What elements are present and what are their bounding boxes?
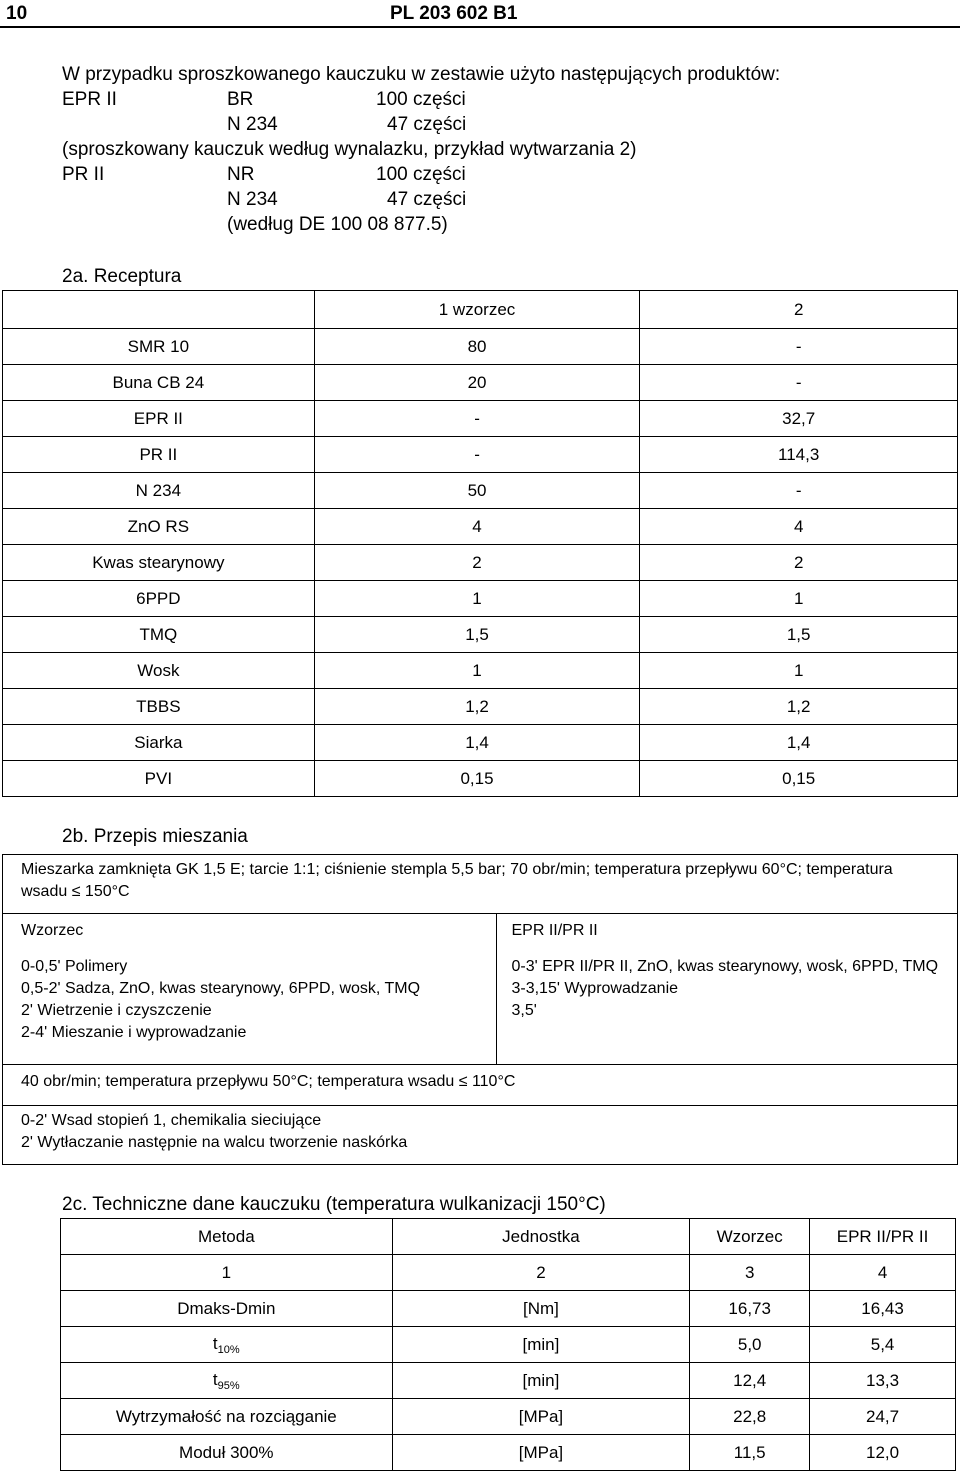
tech-method-cell: [61, 1327, 393, 1363]
recipe-cell: PR II: [3, 437, 315, 473]
recipe-cell: 32,7: [640, 401, 958, 437]
section-a-title: 2a. Receptura: [62, 266, 182, 287]
tech-header-cell: Wzorzec: [690, 1219, 810, 1255]
recipe-cell: EPR II: [3, 401, 315, 437]
intro-cell: 47 części: [387, 114, 467, 135]
tech-method-subscript: 10%: [217, 1343, 240, 1356]
recipe-cell: 1: [314, 653, 640, 689]
recipe-cell: -: [640, 329, 958, 365]
recipe-cell: 1,4: [640, 725, 958, 761]
recipe-cell: -: [314, 437, 640, 473]
mixing-step: 3-3,15' Wyprowadzanie: [511, 980, 679, 997]
recipe-cell: 1: [314, 581, 640, 617]
recipe-header-cell: [3, 291, 315, 329]
recipe-cell: 1: [640, 653, 958, 689]
tech-row: [61, 1435, 956, 1471]
recipe-row: [3, 581, 958, 617]
recipe-row: [3, 401, 958, 437]
recipe-cell: -: [640, 365, 958, 401]
tech-value-cell: 12,4: [690, 1363, 810, 1399]
tech-value-cell: 12,0: [810, 1435, 956, 1471]
recipe-cell: PVI: [3, 761, 315, 797]
mixing-step: 0-2' Wsad stopień 1, chemikalia sieciujące: [21, 1112, 322, 1129]
recipe-cell: -: [314, 401, 640, 437]
intro-cell: 100 części: [376, 89, 466, 110]
tech-value-cell: [min]: [392, 1363, 690, 1399]
recipe-cell: Buna CB 24: [3, 365, 315, 401]
mixing-conditions-1: Mieszarka zamknięta GK 1,5 E; tarcie 1:1; ciśnienie stempla 5,5 bar; 70 obr/min; temperatura przepływu 60°C; temperatura wsadu ≤ 150°C: [3, 855, 958, 914]
recipe-cell: TBBS: [3, 689, 315, 725]
tech-method-cell: [61, 1363, 393, 1399]
recipe-cell: Kwas stearynowy: [3, 545, 315, 581]
intro-cell: 100 części: [376, 164, 466, 185]
recipe-row: [3, 653, 958, 689]
recipe-cell: 0,15: [314, 761, 640, 797]
recipe-cell: 2: [640, 545, 958, 581]
tech-value-cell: 5,0: [690, 1327, 810, 1363]
recipe-cell: 1,2: [314, 689, 640, 725]
section-b-title: 2b. Przepis mieszania: [62, 826, 248, 847]
recipe-cell: 114,3: [640, 437, 958, 473]
recipe-cell: 1,2: [640, 689, 958, 725]
tech-value-cell: 16,43: [810, 1291, 956, 1327]
recipe-header-row: [3, 291, 958, 329]
tech-value-cell: 11,5: [690, 1435, 810, 1471]
tech-method-name: Wytrzymałość na rozciąganie: [115, 1406, 337, 1426]
epr-pr-heading: EPR II/PR II: [497, 914, 958, 943]
mixing-step: 0-3' EPR II/PR II, ZnO, kwas stearynowy, wosk, 6PPD, TMQ: [511, 958, 939, 975]
tech-number-cell: 2: [392, 1255, 690, 1291]
wzorzec-steps: [3, 942, 497, 1065]
intro-cell: (sproszkowany kauczuk według wynalazku, przykład wytwarzania 2): [62, 139, 637, 160]
recipe-cell: ZnO RS: [3, 509, 315, 545]
tech-method-name: t: [212, 1369, 218, 1389]
tech-value-cell: 5,4: [810, 1327, 956, 1363]
tech-method-name: Dmaks-Dmin: [177, 1298, 276, 1318]
patent-id: PL 203 602 B1: [390, 3, 518, 24]
mixing-step: 0-0,5' Polimery: [21, 958, 128, 975]
tech-value-cell: 13,3: [810, 1363, 956, 1399]
tech-number-cell: 4: [810, 1255, 956, 1291]
recipe-cell: SMR 10: [3, 329, 315, 365]
recipe-cell: 50: [314, 473, 640, 509]
mixing-step: 0,5-2' Sadza, ZnO, kwas stearynowy, 6PPD, wosk, TMQ: [21, 980, 421, 997]
tech-number-row: [61, 1255, 956, 1291]
recipe-cell: Siarka: [3, 725, 315, 761]
tech-value-cell: [Nm]: [392, 1291, 690, 1327]
page-number: 10: [6, 3, 28, 24]
mixing-table: [2, 854, 958, 1165]
recipe-cell: 20: [314, 365, 640, 401]
recipe-cell: N 234: [3, 473, 315, 509]
wzorzec-heading: Wzorzec: [3, 914, 497, 943]
page-header: [0, 0, 960, 28]
tech-method-name: t: [212, 1333, 218, 1353]
recipe-row: [3, 617, 958, 653]
recipe-cell: 1: [640, 581, 958, 617]
recipe-row: [3, 761, 958, 797]
technical-data-table: [60, 1218, 956, 1471]
recipe-row: [3, 365, 958, 401]
mixing-step: 2' Wytłaczanie następnie na walcu tworzenie naskórka: [21, 1134, 408, 1151]
recipe-cell: 2: [314, 545, 640, 581]
recipe-cell: 4: [640, 509, 958, 545]
recipe-row: [3, 473, 958, 509]
recipe-row: [3, 329, 958, 365]
recipe-cell: 0,15: [640, 761, 958, 797]
intro-cell: (według DE 100 08 877.5): [227, 214, 448, 235]
tech-value-cell: [MPa]: [392, 1435, 690, 1471]
recipe-cell: 1,4: [314, 725, 640, 761]
recipe-cell: Wosk: [3, 653, 315, 689]
section-c-title: 2c. Techniczne dane kauczuku (temperatura wulkanizacji 150°C): [62, 1194, 606, 1215]
recipe-cell: 6PPD: [3, 581, 315, 617]
recipe-row: [3, 437, 958, 473]
recipe-row: [3, 509, 958, 545]
mixing-conditions-2: 40 obr/min; temperatura przepływu 50°C; temperatura wsadu ≤ 110°C: [3, 1065, 958, 1106]
tech-value-cell: [MPa]: [392, 1399, 690, 1435]
recipe-cell: 4: [314, 509, 640, 545]
tech-row: [61, 1399, 956, 1435]
intro-cell: BR: [227, 89, 254, 110]
intro-cell: N 234: [227, 114, 278, 135]
tech-method-cell: [61, 1291, 393, 1327]
intro-cell: N 234: [227, 189, 278, 210]
tech-row: [61, 1327, 956, 1363]
recipe-header-cell: 1 wzorzec: [314, 291, 640, 329]
recipe-cell: 80: [314, 329, 640, 365]
tech-number-cell: 3: [690, 1255, 810, 1291]
intro-cell: PR II: [62, 164, 105, 185]
recipe-cell: -: [640, 473, 958, 509]
tech-value-cell: [min]: [392, 1327, 690, 1363]
recipe-cell: 1,5: [314, 617, 640, 653]
recipe-row: [3, 689, 958, 725]
tech-header-row: [61, 1219, 956, 1255]
tech-header-cell: EPR II/PR II: [810, 1219, 956, 1255]
tech-method-subscript: 95%: [217, 1379, 240, 1392]
tech-value-cell: 22,8: [690, 1399, 810, 1435]
mixing-step: 2' Wietrzenie i czyszczenie: [21, 1002, 212, 1019]
recipe-cell: 1,5: [640, 617, 958, 653]
tech-value-cell: 24,7: [810, 1399, 956, 1435]
recipe-table: [2, 290, 958, 797]
tech-header-cell: Jednostka: [392, 1219, 690, 1255]
tech-method-name: Moduł 300%: [179, 1442, 274, 1462]
recipe-row: [3, 725, 958, 761]
tech-row: [61, 1363, 956, 1399]
intro-cell: 47 części: [387, 189, 467, 210]
recipe-header-cell: 2: [640, 291, 958, 329]
tech-value-cell: 16,73: [690, 1291, 810, 1327]
epr-pr-steps: [497, 942, 958, 1065]
tech-row: [61, 1291, 956, 1327]
intro-cell: EPR II: [62, 89, 117, 110]
mixing-final-steps: [3, 1106, 958, 1165]
tech-header-cell: Metoda: [61, 1219, 393, 1255]
tech-number-cell: 1: [61, 1255, 393, 1291]
mixing-step: 3,5': [511, 1002, 537, 1019]
tech-method-cell: [61, 1435, 393, 1471]
mixing-step: 2-4' Mieszanie i wyprowadzanie: [21, 1024, 247, 1041]
intro-cell: NR: [227, 164, 255, 185]
intro-line: W przypadku sproszkowanego kauczuku w zestawie użyto następujących produktów:: [62, 64, 781, 85]
recipe-cell: TMQ: [3, 617, 315, 653]
tech-method-cell: [61, 1399, 393, 1435]
recipe-row: [3, 545, 958, 581]
